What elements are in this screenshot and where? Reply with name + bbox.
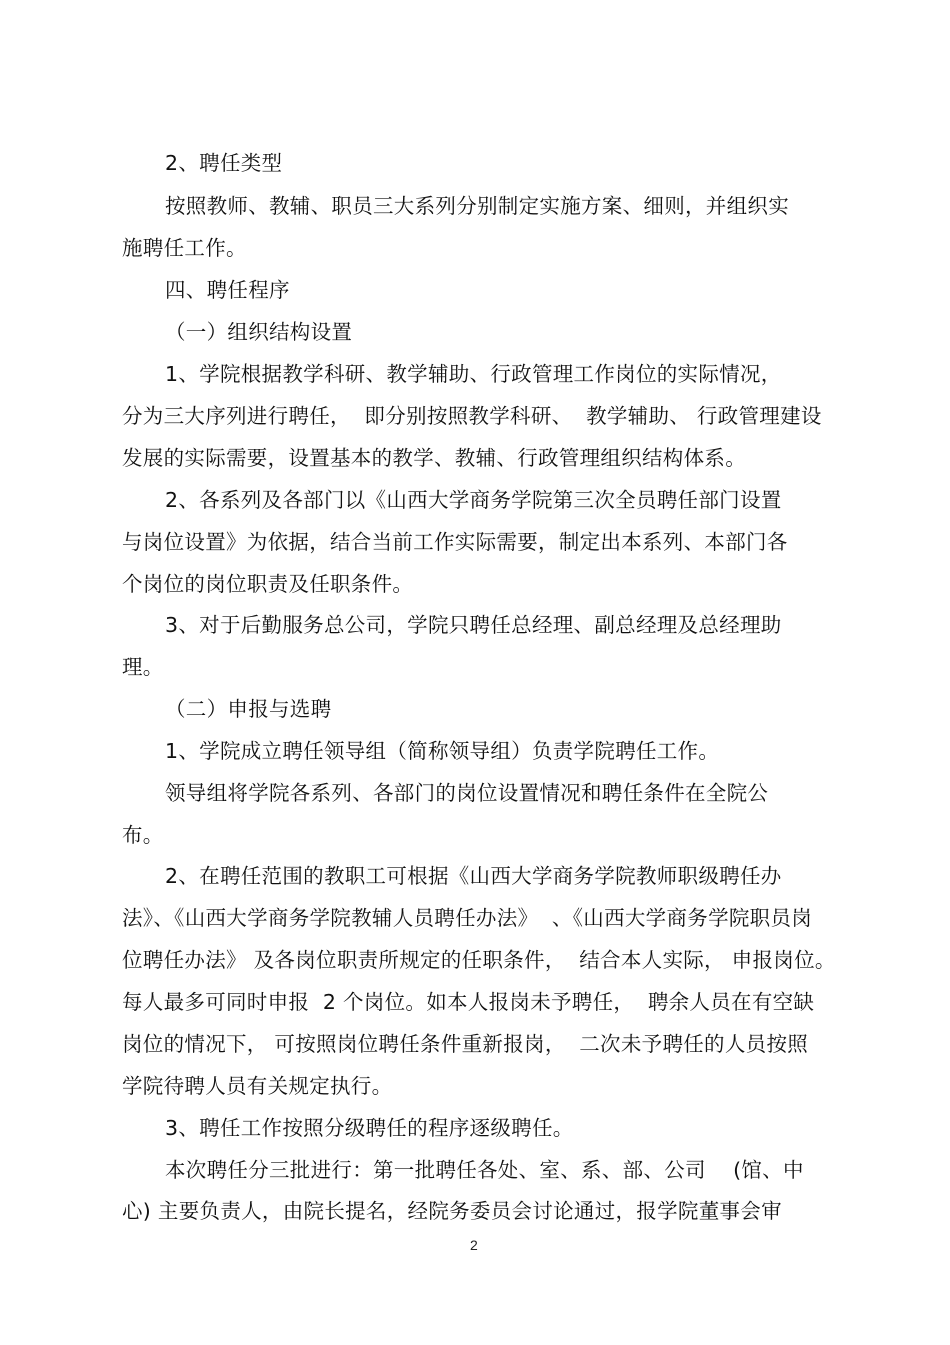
text-line: 个岗位的岗位职责及任职条件。 <box>122 572 414 596</box>
text-line: 岗位的情况下， 可按照岗位聘任条件重新报岗， 二次未予聘任的人员按照 <box>122 1032 809 1056</box>
text-line: 1、学院成立聘任领导组（简称领导组）负责学院聘任工作。 <box>165 739 720 763</box>
text-line: 与岗位设置》为依据，结合当前工作实际需要，制定出本系列、本部门各 <box>122 530 788 554</box>
text-line: 每人最多可同时申报 2 个岗位。如本人报岗未予聘任， 聘余人员在有空缺 <box>122 990 815 1014</box>
text-line: 学院待聘人员有关规定执行。 <box>122 1074 393 1098</box>
page-number: 2 <box>470 1237 478 1253</box>
text-line-subheading: （一）组织结构设置 <box>165 320 353 344</box>
text-line: 按照教师、教辅、职员三大系列分别制定实施方案、细则，并组织实 <box>165 194 789 218</box>
text-line: 2、在聘任范围的教职工可根据《山西大学商务学院教师职级聘任办 <box>165 864 782 888</box>
text-line: 心) 主要负责人，由院长提名，经院务委员会讨论通过，报学院董事会审 <box>122 1199 782 1223</box>
text-line: 1、学院根据教学科研、教学辅助、行政管理工作岗位的实际情况， <box>165 362 782 386</box>
text-line: 2、各系列及各部门以《山西大学商务学院第三次全员聘任部门设置 <box>165 488 782 512</box>
text-line-section-heading: 四、聘任程序 <box>165 278 290 302</box>
text-line: 位聘任办法》 及各岗位职责所规定的任职条件， 结合本人实际， 申报岗位。 <box>122 948 836 972</box>
text-line: 施聘任工作。 <box>122 236 247 260</box>
text-line: 3、对于后勤服务总公司，学院只聘任总经理、副总经理及总经理助 <box>165 613 782 637</box>
text-line-section-heading: 2、聘任类型 <box>165 151 283 175</box>
text-line: 领导组将学院各系列、各部门的岗位设置情况和聘任条件在全院公 <box>165 781 769 805</box>
text-line: 3、聘任工作按照分级聘任的程序逐级聘任。 <box>165 1116 574 1140</box>
text-line: 本次聘任分三批进行：第一批聘任各处、室、系、部、公司 (馆、中 <box>165 1158 804 1182</box>
text-line: 法》、《山西大学商务学院教辅人员聘任办法》 、《山西大学商务学院职员岗 <box>122 906 813 930</box>
text-line: 发展的实际需要，设置基本的教学、教辅、行政管理组织结构体系。 <box>122 446 746 470</box>
text-line: 理。 <box>122 655 164 679</box>
text-line: 分为三大序列进行聘任， 即分别按照教学科研、 教学辅助、 行政管理建设 <box>122 404 822 428</box>
text-line-subheading: （二）申报与选聘 <box>165 697 332 721</box>
text-line: 布。 <box>122 823 164 847</box>
